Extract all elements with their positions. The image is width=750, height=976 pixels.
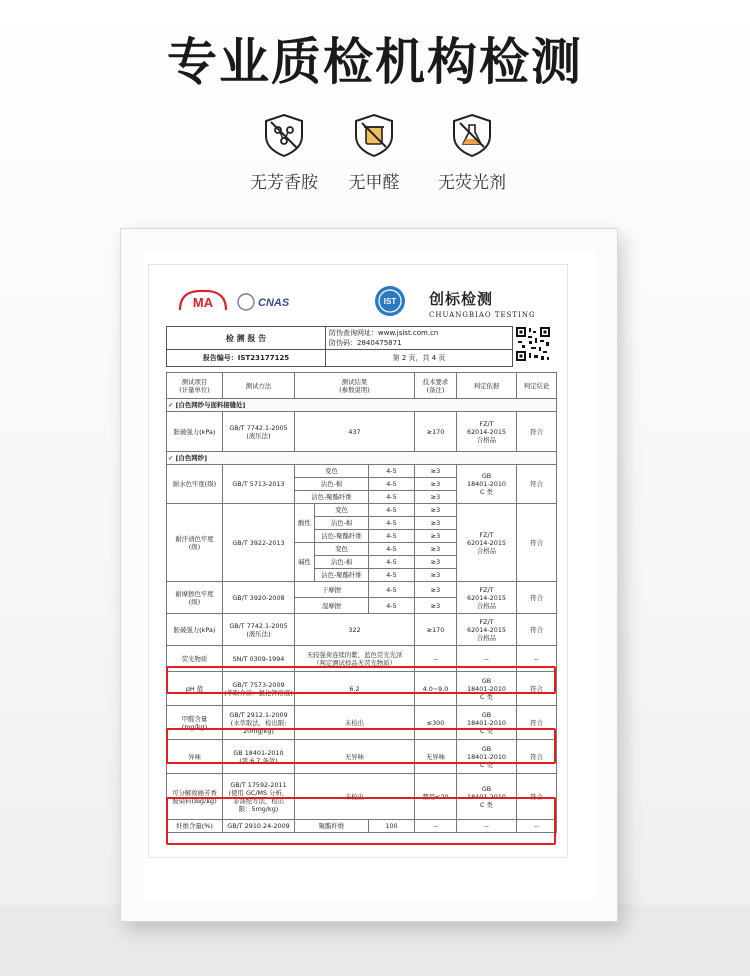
cell-req: ≥3	[415, 582, 457, 598]
test-report-document	[148, 264, 568, 858]
verify-cell	[326, 327, 513, 350]
table-row	[167, 614, 557, 646]
cell-item: 胀破强力(kPa)	[167, 412, 223, 452]
cell-req: ≥3	[415, 543, 457, 556]
cell-basis: FZ/T 62014-2015 合格品	[457, 614, 517, 646]
cell-sub: 变色	[315, 504, 369, 517]
cell-method: GB/T 3920-2008	[223, 582, 295, 614]
table-row	[167, 412, 557, 452]
cell-req: ≥3	[415, 504, 457, 517]
page-title: 专业质检机构检测	[167, 33, 583, 91]
cell-method: GB/T 2910.24-2009	[223, 820, 295, 833]
cell-basis: GB 18401-2010 C 类	[457, 774, 517, 820]
col-header: 测试项目 (计量单位)	[167, 373, 223, 399]
cell-req: 4.0~9.0	[415, 672, 457, 706]
cell-verdict: --	[517, 820, 557, 833]
table-row	[167, 465, 557, 478]
cell-sub: 变色	[295, 465, 369, 478]
cell-req: ≥3	[415, 491, 457, 504]
cnas-logo-text: CNAS	[258, 297, 290, 309]
page-info: 第 2 页，共 4 页	[326, 350, 513, 367]
report-doc-title: 检 测 报 告	[167, 327, 326, 350]
cell-method: GB/T 3922-2013	[223, 504, 295, 582]
cell-method: GB/T 17592-2011 (使用 GC/MS 分析， 非涤纶方法，检出 限：5mg/kg)	[223, 774, 295, 820]
cell-req: 无异味	[415, 740, 457, 774]
cell-basis: FZ/T 62014-2015 合格品	[457, 412, 517, 452]
table-row	[167, 582, 557, 598]
cell-result: 4-5	[369, 582, 415, 598]
cell-verdict: 符合	[517, 672, 557, 706]
cell-verdict: 符合	[517, 740, 557, 774]
cell-verdict: 符合	[517, 706, 557, 740]
cell-verdict: 符合	[517, 774, 557, 820]
cell-method: GB/T 5713-2013	[223, 465, 295, 504]
cell-item: 耐摩擦色牢度 (级)	[167, 582, 223, 614]
cell-sub: 沾色-聚酯纤维	[315, 569, 369, 582]
cell-req: --	[415, 820, 457, 833]
badge-label: 无甲醛	[348, 173, 400, 193]
cell-acid: 酸性	[295, 504, 315, 543]
col-header: 技术要求 (备注)	[415, 373, 457, 399]
cell-basis: FZ/T 62014-2015 合格品	[457, 582, 517, 614]
cell-item: pH 值	[167, 672, 223, 706]
cell-result: 4-5	[369, 556, 415, 569]
cell-result: 4-5	[369, 491, 415, 504]
col-header: 测试方法	[223, 373, 295, 399]
cell-req: --	[415, 646, 457, 672]
cell-sub: 沾色-聚酯纤维	[295, 491, 369, 504]
badge-label: 无荧光剂	[438, 173, 506, 193]
col-header: 判定依据	[457, 373, 517, 399]
section-title: ✓ [白色网纱]	[167, 452, 557, 465]
col-header: 测试结果 (参数说明)	[295, 373, 415, 399]
cell-result: 4-5	[369, 517, 415, 530]
cell-method: SN/T 0309-1994	[223, 646, 295, 672]
cell-basis: FZ/T 62014-2015 合格品	[457, 504, 517, 582]
verify-code: 防伪码：2840475871	[329, 339, 402, 347]
feature-badges	[0, 112, 750, 202]
cell-sub: 沾色-棉	[315, 517, 369, 530]
cell-item: 异味	[167, 740, 223, 774]
highlight-amine-row	[166, 797, 556, 845]
cell-verdict: --	[517, 646, 557, 672]
cell-sub: 湿摩擦	[295, 598, 369, 614]
report-number: 报告编号：IST23177125	[167, 350, 326, 367]
qr-code	[515, 326, 551, 362]
cell-basis: GB 18401-2010 C 类	[457, 672, 517, 706]
cell-basis: GB 18401-2010 C 类	[457, 706, 517, 740]
cell-result: 4-5	[369, 504, 415, 517]
cell-req: ≥170	[415, 412, 457, 452]
cell-item: 荧光物质	[167, 646, 223, 672]
amine-molecule-icon	[261, 112, 307, 158]
section-title: ✓ [白色网纱与面料接缝处]	[167, 399, 557, 412]
cell-item: 耐汗渍色牢度 (级)	[167, 504, 223, 582]
cell-result: 4-5	[369, 598, 415, 614]
cnas-logo	[236, 292, 306, 314]
cell-req: ≤300	[415, 706, 457, 740]
cell-method: GB/T 2912.1-2009 (水萃取法，检出限: 20mg/kg)	[223, 706, 295, 740]
cell-basis: --	[457, 646, 517, 672]
cell-result: 无异味	[295, 740, 415, 774]
ma-logo	[178, 288, 228, 318]
report-header-table	[166, 326, 513, 367]
cell-sub: 沾色-聚酯纤维	[315, 530, 369, 543]
ma-logo-text: MA	[192, 295, 214, 310]
cell-req: ≥3	[415, 478, 457, 491]
cell-item: 甲醛含量 (mg/kg)	[167, 706, 223, 740]
cell-result: 437	[295, 412, 415, 452]
cell-item: 纤维含量(%)	[167, 820, 223, 833]
brand-name-en: CHUANGBIAO TESTING	[429, 311, 536, 319]
cell-basis: --	[457, 820, 517, 833]
flask-icon	[449, 112, 495, 158]
cell-result: 4-5	[369, 543, 415, 556]
cell-result: 100	[369, 820, 415, 833]
cell-result: 4-5	[369, 530, 415, 543]
cell-sub: 变色	[315, 543, 369, 556]
cell-result: 4-5	[369, 478, 415, 491]
cell-req: ≥3	[415, 465, 457, 478]
section-row	[167, 399, 557, 412]
cell-req: ≥3	[415, 556, 457, 569]
cell-result: 无较强荷连续的紫、蓝色荧光光泽 （判定测试样品无荧光物质）	[295, 646, 415, 672]
cell-verdict: 符合	[517, 582, 557, 614]
section-row	[167, 452, 557, 465]
formaldehyde-beaker-icon	[351, 112, 397, 158]
cell-req: ≥3	[415, 598, 457, 614]
cell-result: 322	[295, 614, 415, 646]
cell-sub: 沾色-棉	[315, 556, 369, 569]
cell-verdict: 符合	[517, 504, 557, 582]
highlight-fluorescent-row	[166, 666, 556, 694]
cell-method: GB/T 7573-2009 (萃取介质：氯化钾溶液)	[223, 672, 295, 706]
verify-site: 防伪查询网址：www.jsist.com.cn	[329, 329, 439, 337]
cell-item: 耐水色牢度(级)	[167, 465, 223, 504]
cell-req: ≥170	[415, 614, 457, 646]
brand-name-cn: 创标检测	[429, 290, 494, 308]
table-row	[167, 504, 557, 517]
ist-logo-text: IST	[383, 297, 397, 306]
cell-item: 胀破强力(kPa)	[167, 614, 223, 646]
cell-result: 未检出	[295, 774, 415, 820]
cell-req: ≥3	[415, 517, 457, 530]
badge-no-fluorescent	[402, 112, 542, 193]
cell-result: 未检出	[295, 706, 415, 740]
cell-sub: 干摩擦	[295, 582, 369, 598]
cell-method: GB/T 7742.1-2005 (液压法)	[223, 614, 295, 646]
cell-req: ≥3	[415, 530, 457, 543]
cell-item: 可分解致癌芳香 胺染料(mg/kg)	[167, 774, 223, 820]
cell-sub: 沾色-棉	[295, 478, 369, 491]
cell-result: 4-5	[369, 569, 415, 582]
cell-basis: GB 18401-2010 C 类	[457, 465, 517, 504]
badge-label: 无芳香胺	[250, 173, 318, 193]
cell-method: GB/T 7742.1-2005 (液压法)	[223, 412, 295, 452]
cell-result: 6.2	[295, 672, 415, 706]
ist-logo	[373, 284, 407, 322]
col-header: 判定结论	[517, 373, 557, 399]
cell-verdict: 符合	[517, 465, 557, 504]
cell-basis: GB 18401-2010 C 类	[457, 740, 517, 774]
brand-block	[429, 288, 536, 319]
cell-method: GB 18401-2010 (第 6.7 条款)	[223, 740, 295, 774]
cell-verdict: 符合	[517, 614, 557, 646]
cell-req: ≥3	[415, 569, 457, 582]
cell-result: 4-5	[369, 465, 415, 478]
cell-alk: 碱性	[295, 543, 315, 582]
cell-req: 禁用≤20	[415, 774, 457, 820]
cell-fiber: 聚酯纤维	[295, 820, 369, 833]
table-header-row	[167, 373, 557, 399]
highlight-formaldehyde-row	[166, 728, 556, 764]
cell-verdict: 符合	[517, 412, 557, 452]
